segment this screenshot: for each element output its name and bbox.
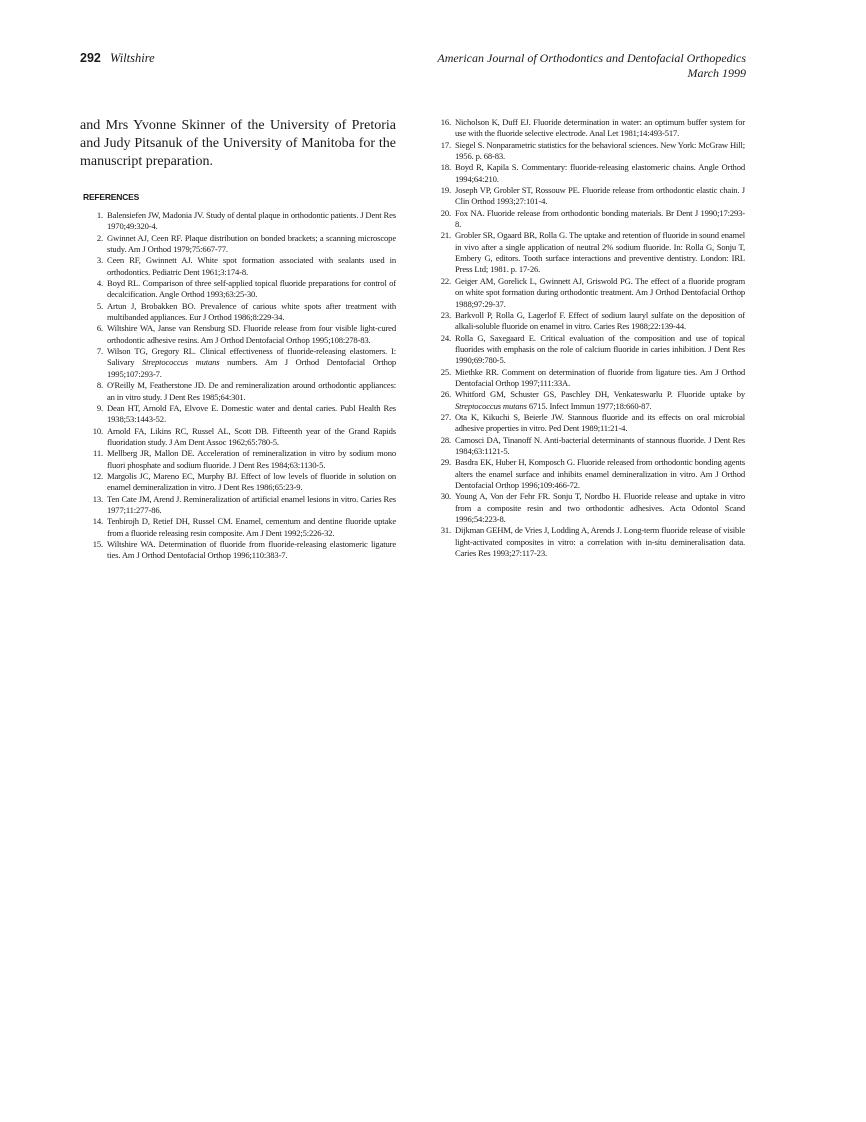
reference-text: Artun J, Brobakken BO. Prevalence of carious white spots after treatment with multibanded appliances. Eur J Orthod 1986;8:229-34.: [107, 300, 396, 323]
reference-text: Arnold FA, Likins RC, Russel AL, Scott DB. Fifteenth year of the Grand Rapids fluoridation study. J Am Dent Assoc 1962;65:780-5.: [107, 425, 396, 447]
reference-number: 16.: [440, 117, 451, 127]
reference-number: 28.: [440, 434, 451, 445]
reference-item: [437, 310, 745, 333]
reference-text: Ceen RF, Gwinnett AJ. White spot formation associated with sealants used in orthodontics. Pediatric Dent 1961;3:174-8.: [107, 255, 396, 277]
reference-italic-text: Streptococcus mutans: [455, 400, 527, 411]
reference-item: [89, 278, 396, 301]
reference-text: Margolis JC, Mareno EC, Murphy BJ. Effect of low levels of fluoride in solution on enamel demineralization in vitro. J Dent Res 1986;65:23-9.: [107, 470, 396, 493]
reference-item: [437, 333, 745, 367]
reference-number: 2.: [96, 232, 103, 243]
reference-item: [437, 491, 745, 525]
reference-item: [89, 494, 396, 517]
reference-item: [89, 471, 396, 494]
references-heading: REFERENCES: [83, 192, 140, 202]
reference-item: [89, 323, 396, 346]
reference-number: 15.: [92, 538, 103, 549]
reference-text: Balensiefen JW, Madonia JV. Study of dental plaque in orthodontic patients. J Dent Res 1970;49:320-4.: [107, 210, 396, 232]
reference-item: [437, 185, 745, 208]
reference-text: Dijkman GEHM, de Vries J, Lodding A, Arends J. Long-term fluoride release of visible light-activated composites in vitro: a correlation with in-situ demineralisation data. Caries Res 1993;27:117-23.: [455, 525, 745, 559]
reference-item: [437, 208, 745, 231]
reference-number: 18.: [440, 162, 451, 173]
reference-item: [89, 233, 396, 256]
reference-item: [89, 210, 396, 233]
journal-title: American Journal of Orthodontics and Dentofacial Orthopedics: [437, 51, 746, 65]
reference-item: [89, 255, 396, 278]
reference-number: 4.: [96, 278, 103, 289]
reference-number: 5.: [96, 300, 103, 311]
reference-text: Wiltshire WA. Determination of fluoride from fluoride-releasing elastomeric ligature ties. Am J Orthod Dentofacial Orthop 1996;110:383-7.: [107, 538, 396, 561]
reference-number: 21.: [440, 230, 451, 241]
reference-text: Boyd R, Kapila S. Commentary: fluoride-releasing elastomeric chains. Angle Orthod 1994;64:210.: [455, 162, 745, 184]
reference-number: 9.: [96, 402, 103, 413]
reference-text: Joseph VP, Grobler ST, Rossouw PE. Fluoride release from orthodontic elastic chain. J Clin Orthod 1993;27:101-4.: [455, 185, 745, 207]
reference-item: [89, 426, 396, 449]
reference-number: 22.: [440, 275, 451, 286]
reference-item: [437, 435, 745, 458]
reference-number: 10.: [92, 425, 103, 436]
reference-item: [89, 448, 396, 471]
reference-number: 1.: [96, 210, 103, 220]
reference-number: 31.: [440, 525, 451, 536]
reference-text: Young A, Von der Fehr FR. Sonju T, Nordbo H. Fluoride release and uptake in vitro from a composite resin and two orthodontic adhesives. Acta Odontol Scand 1996;54:223-8.: [455, 491, 745, 525]
running-author: Wiltshire: [109, 51, 155, 65]
reference-text: Gwinnet AJ, Ceen RF. Plaque distribution on bonded brackets; a scanning microscope study. Am J Orthod 1979;75:667-77.: [107, 232, 396, 255]
reference-number: 25.: [440, 366, 451, 377]
reference-item: [437, 140, 745, 163]
reference-text-cont: 6715. Infect Immun 1977;18:660-87.: [526, 400, 652, 411]
reference-number: 30.: [440, 491, 451, 502]
reference-text: Rolla G, Saxegaard E. Critical evaluation of the composition and use of topical fluorides with emphasis on the role of calcium fluoride in caries inhibition. J Dent Res 1990;69:780-5.: [455, 332, 745, 366]
reference-item: [437, 230, 745, 275]
reference-number: 26.: [440, 389, 451, 400]
reference-text: Ota K, Kikuchi S, Beierle JW. Stannous fluoride and its effects on oral microbial adhesive properties in vitro. Ped Dent 1989;11:21-4.: [455, 411, 745, 434]
reference-text: Barkvoll P, Rolla G, Lagerlof F. Effect of sodium lauryl sulfate on the deposition of alkali-soluble fluoride on enamel in vitro. Caries Res 1988;22:139-44.: [455, 309, 745, 332]
reference-item: [89, 516, 396, 539]
reference-item: [437, 276, 745, 310]
reference-text: Tenbirojh D, Retief DH, Russel CM. Enamel, cementum and dentine fluoride uptake from a fluoride releasing resin composite. Am J Dent 1992;5:226-32.: [107, 516, 396, 538]
reference-item: [89, 301, 396, 324]
reference-text: Geiger AM, Gorelick L, Gwinnett AJ, Griswold PG. The effect of a fluoride program on white spot formation during orthodontic treatment. Am J Orthod Dentofacial Orthop 1988;97:29-37.: [455, 275, 745, 309]
reference-text: Dean HT, Arnold FA, Elvove E. Domestic water and dental caries. Publ Health Res 1938;53:1443-52.: [107, 402, 396, 425]
reference-text: Boyd RL. Comparison of three self-applied topical fluoride preparations for control of decalcification. Angle Orthod 1993;63:25-30.: [107, 278, 396, 300]
reference-text: Ten Cate JM, Arend J. Remineralization of artificial enamel lesions in vitro. Caries Res 1977;11:277-86.: [107, 493, 396, 515]
reference-item: [437, 162, 745, 185]
reference-number: 3.: [96, 255, 103, 266]
reference-number: 23.: [440, 309, 451, 320]
reference-item: [89, 380, 396, 403]
reference-italic-text: Streptococcus mutans: [142, 357, 220, 368]
reference-number: 27.: [440, 411, 451, 422]
running-header-right: [437, 51, 746, 81]
reference-number: 24.: [440, 332, 451, 343]
reference-item: [437, 117, 745, 140]
reference-text: Wilson TG, Gregory RL. Clinical effectiveness of fluoride-releasing elastomers. I: Salivary: [107, 346, 396, 368]
reference-text: O'Reilly M, Featherstone JD. De and remineralization around orthodontic appliances: an in vitro study. J Dent Res 1985;64:301.: [107, 380, 396, 402]
reference-number: 13.: [92, 493, 103, 504]
reference-number: 20.: [440, 207, 451, 218]
running-header-left: [80, 51, 155, 66]
reference-item: [437, 412, 745, 435]
reference-item: [437, 389, 745, 412]
references-right-column: [437, 117, 745, 559]
reference-text: Siegel S. Nonparametric statistics for the behavioral sciences. New York: McGraw Hill; 1956. p. 68-83.: [455, 139, 745, 162]
reference-number: 17.: [440, 139, 451, 150]
reference-number: 6.: [96, 323, 103, 334]
reference-number: 7.: [96, 346, 103, 357]
reference-number: 8.: [96, 380, 103, 391]
reference-text-cont: numbers. Am J Orthod Dentofacial Orthop 1995;107:293-7.: [107, 357, 397, 379]
reference-text: Miethke RR. Comment on determination of fluoride from ligature ties. Am J Orthod Dentofacial Orthop 1997;111:33A.: [455, 366, 745, 388]
reference-item: [89, 539, 396, 562]
reference-number: 19.: [440, 185, 451, 196]
reference-item: [437, 457, 745, 491]
reference-text: Grobler SR, Ogaard BR, Rolla G. The uptake and retention of fluoride in sound enamel in vivo after a single application of neutral 2% sodium fluoride. In: Rolla G, Sonju T, Embery G, editors. Tooth surface interactions and preventive dentistry. London: IRL Press Ltd; 1981. p. 17-26.: [455, 230, 745, 275]
reference-item: [89, 403, 396, 426]
reference-item: [89, 346, 396, 380]
reference-number: 12.: [92, 470, 103, 481]
reference-number: 11.: [93, 448, 103, 459]
reference-text: Whitford GM, Schuster GS, Paschley DH, Venkateswarlu P. Fluoride uptake by: [455, 389, 745, 400]
reference-text: Fox NA. Fluoride release from orthodontic bonding materials. Br Dent J 1990;17:293-8.: [455, 207, 745, 230]
references-left-column: [89, 210, 396, 562]
reference-number: 29.: [440, 457, 451, 468]
reference-text: Mellberg JR, Mallon DE. Acceleration of remineralization in vitro by sodium mono fluori phosphate and sodium fluoride. J Dent Res 1984;63:1130-5.: [107, 448, 396, 470]
reference-number: 14.: [92, 516, 103, 527]
reference-text: Nicholson K, Duff EJ. Fluoride determination in water: an optimum buffer system for use with the fluoride selective electrode. Anal Let 1981;14:493-517.: [455, 117, 745, 139]
acknowledgment-text: and Mrs Yvonne Skinner of the University of Pretoria and Judy Pitsanuk of the University of Manitoba for the manuscript preparation.: [80, 118, 396, 169]
reference-text: Camosci DA, Tinanoff N. Anti-bacterial determinants of stannous fluoride. J Dent Res 1984;63:1121-5.: [455, 434, 745, 456]
reference-text: Basdra EK, Huber H, Komposch G. Fluoride released from orthodontic bonding agents alters the enamel surface and inhibits enamel demineralization in vitro. Am J Orthod Dentofacial Orthop 1996;109:466-72.: [455, 457, 745, 490]
issue-date: March 1999: [687, 66, 746, 80]
page-number: 292: [80, 51, 101, 65]
reference-item: [437, 525, 745, 559]
reference-text: Wiltshire WA, Janse van Rensburg SD. Fluoride release from four visible light-cured orthodontic adhesive resins. Am J Orthod Dentofacial Orthop 1995;108:278-83.: [107, 323, 396, 345]
reference-item: [437, 367, 745, 390]
